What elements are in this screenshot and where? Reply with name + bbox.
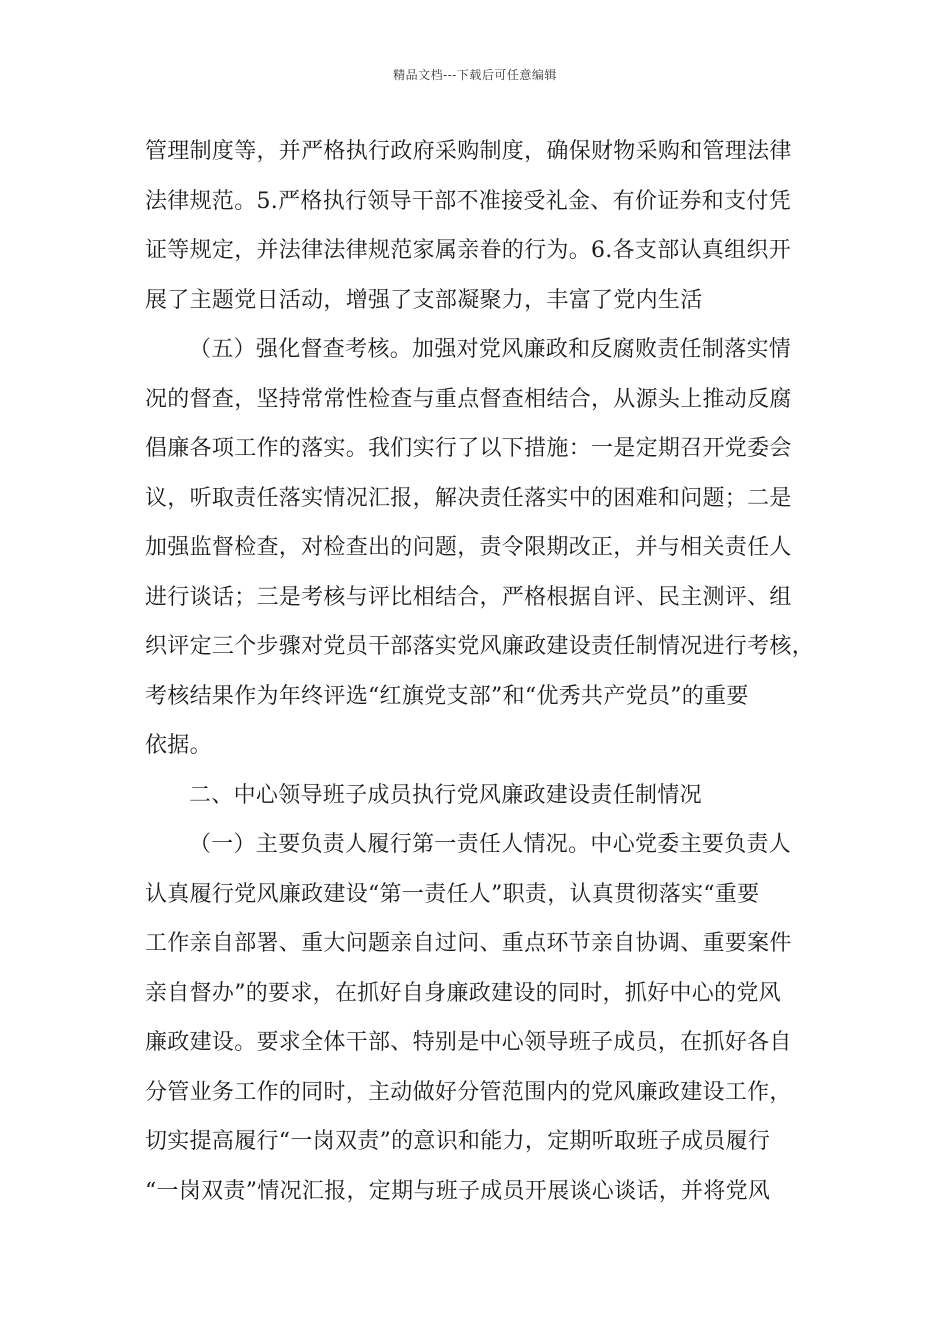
text-line: 廉政建设。要求全体干部、特别是中心领导班子成员，在抓好各自: [145, 1030, 792, 1055]
document-body: [145, 132, 825, 1221]
text-line: 认真履行党风廉政建设“第一责任人”职责，认真贯彻落实“重要: [145, 881, 760, 907]
text-line: “一岗双责”情况汇报，定期与班子成员开展谈心谈话，并将党风: [145, 1178, 771, 1204]
text-line: 展了主题党日活动，增强了支部凝聚力，丰富了党内生活: [145, 287, 703, 313]
text-line: 工作亲自部署、重大问题亲自过问、重点环节亲自协调、重要案件: [145, 931, 792, 956]
section-heading-two: 二、中心领导班子成员执行党风廉政建设责任制情况: [189, 782, 702, 808]
text-line: 考核结果作为年终评选“红旗党支部”和“优秀共产党员”的重要: [145, 683, 749, 709]
text-line: 加强监督检查，对检查出的问题，责令限期改正，并与相关责任人: [145, 535, 792, 560]
text-line: 况的督查，坚持常常性检查与重点督查相结合，从源头上推动反腐: [145, 386, 792, 412]
text-line: 管理制度等，并严格执行政府采购制度，确保财物采购和管理法律: [145, 139, 792, 164]
text-line: 议，听取责任落实情况汇报，解决责任落实中的困难和问题；二是: [145, 485, 792, 511]
text-line: 法律规范。5.严格执行领导干部不准接受礼金、有价证券和支付凭: [145, 188, 791, 214]
text-line: 分管业务工作的同时，主动做好分管范围内的党风廉政建设工作，: [145, 1079, 792, 1105]
text-line: 切实提高履行“一岗双责”的意识和能力，定期听取班子成员履行: [145, 1129, 771, 1154]
page-header: 精品文档---下载后可任意编辑: [393, 68, 557, 82]
text-line: 倡廉各项工作的落实。我们实行了以下措施：一是定期召开党委会: [145, 436, 792, 461]
text-line: 证等规定，并法律法律规范家属亲眷的行为。6.各支部认真组织开: [145, 238, 791, 263]
text-line: 亲自督办”的要求，在抓好自身廉政建设的同时，抓好中心的党风: [145, 980, 781, 1006]
subsection-heading-one: （一）主要负责人履行第一责任人情况。中心党委主要负责人: [189, 832, 792, 857]
text-line: 织评定三个步骤对党员干部落实党风廉政建设责任制情况进行考核，: [145, 634, 815, 659]
text-line: 依据。: [145, 733, 212, 758]
section-heading-five: （五）强化督查考核。加强对党风廉政和反腐败责任制落实情: [189, 337, 792, 362]
text-line: 进行谈话；三是考核与评比相结合，严格根据自评、民主测评、组: [145, 584, 792, 610]
